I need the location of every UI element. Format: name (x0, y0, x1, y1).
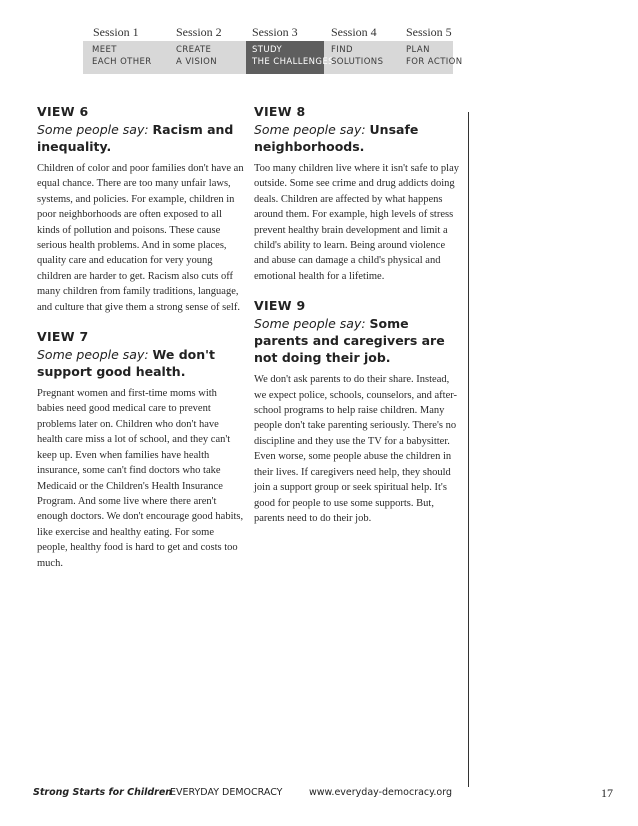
session-4-title: Session 4 (331, 25, 377, 39)
page-footer (33, 787, 613, 801)
footer-organization: EVERYDAY DEMOCRACY (170, 787, 283, 798)
view-6-title: Some people say: Racism and inequality. (37, 122, 234, 154)
view-9-heading: VIEW 9 (254, 298, 306, 314)
view-9-title: Some people say: Some parents and caregivers are not doing their job. (254, 316, 445, 366)
session-3-label: STUDY THE CHALLENGES (252, 45, 334, 67)
session-titles (83, 25, 453, 41)
view-6 (37, 104, 245, 315)
view-9-body: We don't ask parents to do their share. Instead, we expect police, schools, counselors, and after-school programs to help raise children. Many people don't take parenting seriously. There's no discipline and they use the TV for a babysitter. Even worse, some people abuse the children in their lives. If caregivers need help, they should join a support group or seek spiritual help. It's good for people to use some supports. But, parents need to do their job. (254, 374, 458, 524)
session-1-title: Session 1 (93, 25, 139, 39)
footer-program-title: Strong Starts for Children (33, 787, 173, 798)
view-7-body: Pregnant women and first-time moms with babies need good medical care to prevent problems later on. Children who don't have health care miss a lot of school, and they can't keep up. Even when families have health insurance, some can't find doctors who take Medicaid or the Children's Health Insurance Program. And some live where there aren't enough doctors. We don't encourage good habits, like exercise and healthy eating. For some people, healthy food is hard to get and costs too much. (37, 388, 244, 569)
view-6-heading: VIEW 6 (37, 104, 89, 119)
view-7-heading: VIEW 7 (37, 329, 89, 345)
view-8-title: Some people say: Unsafe neighborhoods. (254, 122, 419, 154)
view-8 (254, 104, 462, 284)
view-7 (37, 329, 245, 571)
left-column (37, 104, 245, 585)
session-1-label: MEET EACH OTHER (92, 45, 152, 67)
session-navigation (83, 25, 463, 73)
view-7-title: Some people say: We don't support good health. (37, 347, 215, 380)
column-divider (468, 112, 469, 787)
view-6-body: Children of color and poor families don't have an equal chance. There are too many unfair laws, systems, and policies. For example, children in poor neighborhoods are often exposed to all kinds of pollution and poisons. These cause serious health problems. And in some places, quality care and education for very young children are harder to get. Racism also cuts off many children from family traditions, language, and culture that give them a strong sense of self. (37, 163, 244, 313)
session-5-title: Session 5 (406, 25, 452, 39)
view-8-heading: VIEW 8 (254, 104, 306, 119)
footer-url: www.everyday-democracy.org (309, 787, 453, 798)
session-5-label: PLAN FOR ACTION (406, 45, 463, 67)
session-2-label: CREATE A VISION (176, 45, 217, 67)
session-band (83, 41, 463, 74)
view-9 (254, 298, 462, 526)
session-2-title: Session 2 (176, 25, 222, 39)
middle-column (254, 104, 462, 540)
session-4-label: FIND SOLUTIONS (331, 45, 384, 67)
page-number: 17 (601, 786, 613, 800)
view-8-body: Too many children live where it isn't safe to play outside. Some see crime and drug addicts doing deals. Children are affected by what happens around them. For example, high levels of stress prevent healthy brain development and limit a child's ability to learn. Being around violence and abuse can damage a child's physical and emotional health for a lifetime. (254, 163, 459, 282)
session-3-title: Session 3 (252, 25, 298, 39)
